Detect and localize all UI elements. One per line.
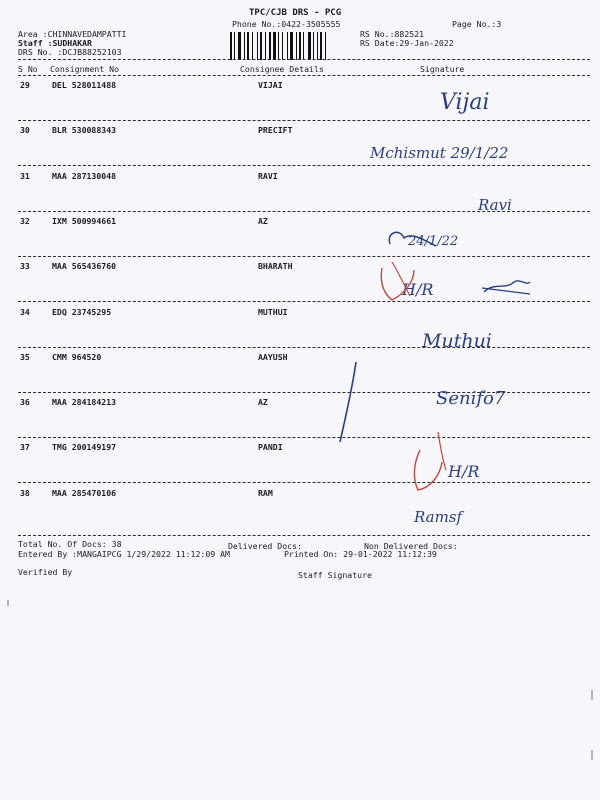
staff-field: Staff :SUDHAKAR	[18, 38, 92, 48]
row-consignee: RAVI	[258, 170, 278, 181]
row-sno: 32	[20, 215, 30, 226]
row-sno: 31	[20, 170, 30, 181]
row-consignment: MAA 565436760	[52, 261, 117, 272]
row-consignment: MAA 287130048	[52, 170, 117, 181]
row-sno: 33	[20, 261, 30, 272]
rs-date: RS Date:29-Jan-2022	[360, 38, 454, 48]
row-sno: 36	[20, 397, 30, 408]
drs-number: DRS No. :DCJB88252103	[18, 47, 122, 57]
row-sno: 38	[20, 487, 30, 498]
rs-number: RS No.:882521	[360, 29, 425, 39]
row-consignment: MAA 285470106	[52, 487, 117, 498]
row-sno: 34	[20, 306, 30, 317]
footer-rule	[18, 535, 590, 536]
row-consignee: PANDI	[258, 442, 283, 453]
col-consignment: Consignment No	[50, 64, 120, 74]
total-docs: Total No. Of Docs: 38	[18, 539, 122, 549]
row-consignee: AZ	[258, 215, 268, 226]
col-sno: S No	[18, 64, 38, 74]
phone-number: Phone No.:0422-3505555	[232, 19, 341, 29]
row-consignee: MUTHUI	[258, 306, 288, 317]
handwritten-signature: Senifo7	[436, 388, 506, 409]
row-sno: 30	[20, 125, 30, 136]
row-consignment: EDQ 23745295	[52, 306, 112, 317]
row-consignee: AAYUSH	[258, 351, 288, 362]
row-consignment: TMG 200149197	[52, 442, 117, 453]
row-consignment: MAA 284184213	[52, 397, 117, 408]
handwritten-signature: Vijai	[440, 90, 490, 115]
handwritten-signature: H/R	[402, 280, 434, 299]
handwritten-signature: H/R	[448, 462, 480, 481]
row-consignee: BHARATH	[258, 261, 293, 272]
row-consignment: DEL 528011488	[52, 80, 117, 90]
handwritten-signature: 24/1/22	[408, 234, 459, 249]
row-sno: 37	[20, 442, 30, 453]
handwritten-signature: Muthui	[422, 330, 492, 352]
area-field: Area :CHINNAVEDAMPATTI	[18, 29, 127, 39]
row-consignment: BLR 530088343	[52, 125, 117, 136]
handwritten-signature: Ramsf	[414, 508, 463, 526]
row-consignment: CMM 964520	[52, 351, 102, 362]
staff-signature: Staff Signature	[298, 570, 372, 580]
page-number: Page No.:3	[452, 19, 502, 29]
row-consignment: IXM 500994661	[52, 215, 117, 226]
row-consignee: AZ	[258, 397, 268, 408]
row-consignee: VIJAI	[258, 80, 283, 90]
entered-by: Entered By :MANGAIPCG 1/29/2022 11:12:09 AM	[18, 549, 230, 559]
handwritten-signature: Mchismut 29/1/22	[370, 144, 509, 162]
row-sno: 35	[20, 351, 30, 362]
col-signature: Signature	[420, 64, 465, 74]
row-sno: 29	[20, 80, 30, 90]
handwritten-signature: Ravi	[478, 196, 512, 214]
document-title: TPC/CJB DRS - PCG	[249, 8, 342, 18]
row-consignee: RAM	[258, 487, 273, 498]
delivered-docs: Delivered Docs:	[228, 541, 302, 551]
row-consignee: PRECIFT	[258, 125, 293, 136]
printed-on: Printed On: 29-01-2022 11:12:39	[284, 549, 437, 559]
non-delivered-docs: Non Delivered Docs:	[364, 541, 458, 551]
verified-by: Verified By	[18, 567, 73, 577]
col-consignee: Consignee Details	[240, 64, 324, 74]
